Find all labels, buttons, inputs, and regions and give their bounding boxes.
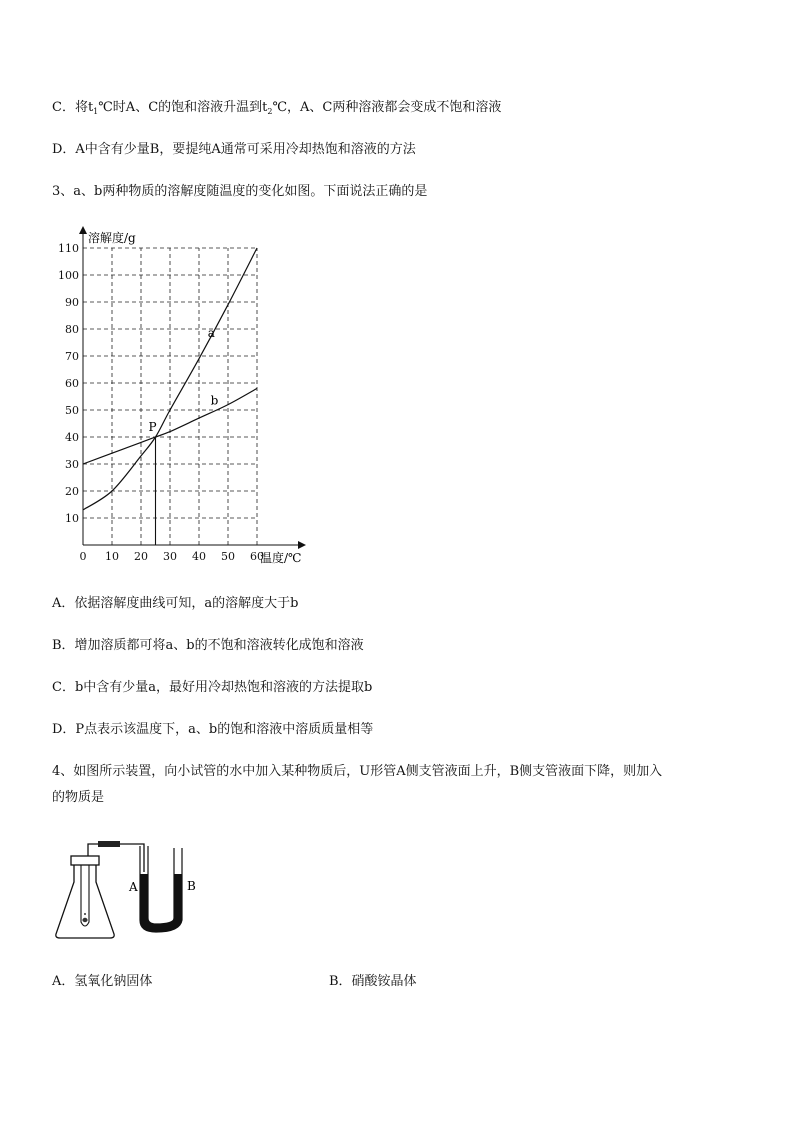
rubber-connector [98,841,120,847]
q2-option-c-part1: C．将t [52,100,94,115]
y-axis-label: 溶解度/g [88,231,136,245]
q4-stem-line2: 的物质是 [52,790,105,805]
x-tick-label: 40 [192,550,206,563]
y-tick-label: 40 [65,431,79,444]
q2-option-c [52,98,501,119]
y-tick-label: 80 [65,323,79,336]
x-tick-label: 30 [163,550,177,563]
x-axis-label: 温度/℃ [260,551,302,565]
tube-dot [84,913,86,915]
series-b-label: b [210,393,219,408]
x-tick-labels [80,550,265,563]
x-tick-label: 20 [134,550,148,563]
label-b: B [187,879,196,893]
chart-grid [83,248,257,545]
conical-flask [56,864,114,938]
x-tick-label: 0 [79,550,87,563]
solubility-chart [52,222,372,572]
x-tick-label: 60 [250,550,264,563]
y-tick-label: 30 [65,458,79,471]
tube-solid [82,918,87,922]
q4-option-b: B．硝酸铵晶体 [329,974,417,989]
q2-option-c-sub1: 1 [93,107,99,116]
small-test-tube [81,865,89,926]
q3-option-c: C．b中含有少量a，最好用冷却热饱和溶液的方法提取b [52,680,373,695]
y-tick-label: 60 [65,377,79,390]
y-tick-label: 20 [65,485,79,498]
y-tick-labels [58,242,79,525]
apparatus-diagram [52,834,222,944]
q3-stem: 3、a、b两种物质的溶解度随温度的变化如图。下面说法正确的是 [52,184,428,199]
q3-option-d: D．P点表示该温度下，a、b的饱和溶液中溶质质量相等 [52,722,374,737]
q2-option-d: D．A中含有少量B，要提纯A通常可采用冷却热饱和溶液的方法 [52,142,416,157]
q3-option-b: B．增加溶质都可将a、b的不饱和溶液转化成饱和溶液 [52,638,364,653]
series-a-line [83,248,257,510]
y-tick-label: 70 [65,350,79,363]
label-a: A [129,880,138,894]
q2-option-c-part3: ℃，A、C两种溶液都会变成不饱和溶液 [272,100,502,115]
q2-option-c-sub2: 2 [267,107,273,116]
y-tick-label: 10 [65,512,79,525]
q4-option-a: A．氢氧化钠固体 [52,974,153,989]
y-tick-label: 90 [65,296,79,309]
u-tube-inner [148,846,174,924]
q2-option-c-part2: ℃时A、C的饱和溶液升温到t [98,100,268,115]
x-tick-label: 10 [105,550,119,563]
y-tick-label: 50 [65,404,79,417]
q3-option-a: A．依据溶解度曲线可知，a的溶解度大于b [52,596,299,611]
x-tick-label: 50 [221,550,235,563]
p-point-label: P [148,420,157,434]
series-a-label: a [207,326,215,341]
q4-stem-line1: 4、如图所示装置，向小试管的水中加入某种物质后，U形管A侧支管液面上升，B侧支管液面下降，则加入 [52,764,663,779]
delivery-tube [88,844,98,856]
y-tick-label: 110 [58,242,79,255]
flask-stopper [71,856,99,865]
y-tick-label: 100 [58,269,79,282]
